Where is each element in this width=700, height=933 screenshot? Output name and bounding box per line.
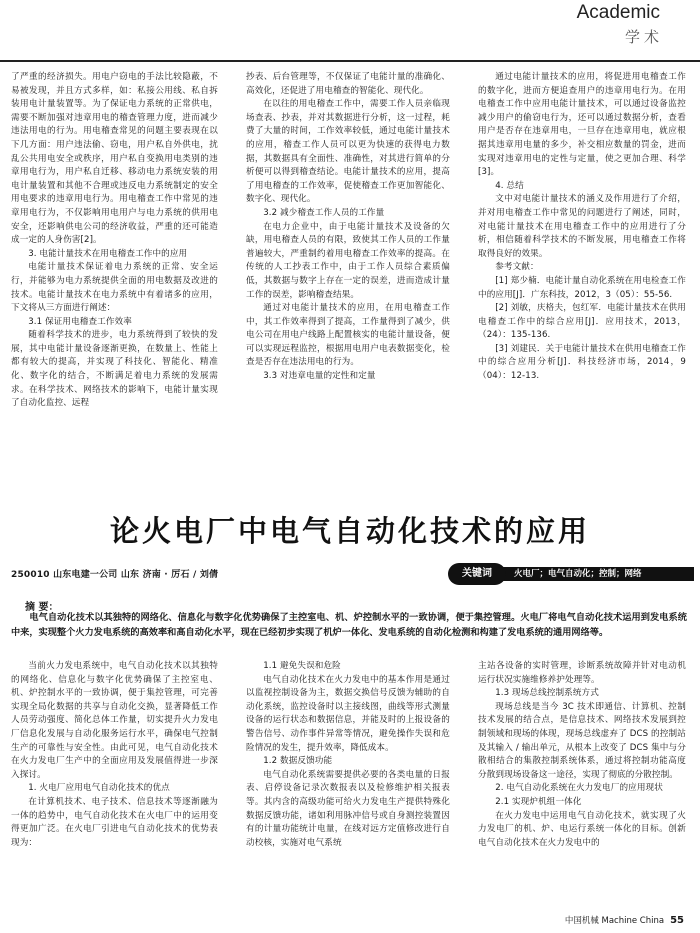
page-number: 55 — [670, 915, 684, 926]
page-footer — [565, 914, 684, 926]
paragraph: 参考文献： — [495, 262, 539, 273]
abstract-label: 摘 要： — [25, 602, 59, 613]
paragraph: 3.1 保证用电稽查工作效率 — [28, 316, 132, 327]
paragraph: 随着科学技术的进步，电力系统得到了较快的发展，其中电能计量设备逐渐更换，在数量上、性能上都有较大的提高，并实现了科技化、智能化、精准化、数字化的结合，不断满足着电力系统的发展需求。在科学技术、网络技术的影响下，电能计量实现了自动化监控、远程 — [11, 330, 218, 409]
paragraph: 电能计量技术保证着电力系统的正常、安全运行，并能够为电力系统提供全面的用电数据及改进的技术。电能计量技术在电力系统中有着诸多的应用，下文将从三方面进行阐述： — [11, 262, 218, 314]
section-label: Academic — [576, 2, 660, 23]
abstract-text: 电气自动化技术以其独特的网络化、信息化与数字化优势确保了主控室电、机、炉控制水平的一致协调，便于集控管理。火电厂将电气自动化技术运用到发电系统中来，实现整个火力发电系统的高效率和高自动化水平，现在已经初步实现了机炉一体化、发电系统的自动化检测和构建了发电系统的通用网络等。 — [11, 612, 687, 638]
paragraph: 当前火力发电系统中，电气自动化技术以其独特的网络化、信息化与数字化优势确保了主控室电、机、炉控制水平的一致协调，便于集控管理，可完善实现全局化数据的共享与自动化交换，显著降低工作人员劳动强度、简化总体工作量，切实提升火力发电厂信息化发展与自动化服务运行水平，确保电气控制生产的可靠性与安全性。由此可见，电气自动化技术在火力发电厂生产中的全面应用及发展值得进一步深入探讨。 — [11, 661, 218, 780]
bottom-column-1 — [11, 660, 218, 850]
paragraph: 在计算机技术、电子技术、信息技术等逐渐融为一体的趋势中，电气自动化技术在火电厂中的运用变得更加广泛。在火电厂引进电气自动化技术的优势表现为： — [11, 796, 218, 848]
paragraph: 3.3 对违章电量的定性和定量 — [263, 371, 376, 382]
paragraph: 3. 电能计量技术在用电稽查工作中的应用 — [28, 248, 188, 259]
header-rule — [0, 60, 700, 62]
paragraph: [2] 刘敏，庆格夫，包红军．电能计量技术在供用电稽查工作中的综合应用[J]．应用技术，2013，（24）：135-136. — [478, 303, 686, 341]
journal-name: 中国机械 Machine China — [564, 916, 665, 926]
paragraph: 电气自动化系统需要提供必要的各类电量的日报表、启停设备记录次数报表以及检修维护相关报表等。其内含的高级功能可给火力发电生产提供特殊化数据反馈功能，诸如利用脉冲信号或自身测控装置因有的计量功能统计电量，在线对远方定值修改进行自动校核，实施对电气系统 — [246, 769, 450, 848]
paragraph: 通过对电能计量技术的应用，在用电稽查工作中，其工作效率得到了提高，工作量得到了减少，供电公司在用电户线路上配置核实的电能计量设备，便可以实现远程监控，根据用电用户电表数据变化，检查是否存在违法用电的行为。 — [246, 303, 450, 368]
author-line: 250010 山东电建一公司 山东 济南 · 厉石 / 刘倩 — [11, 570, 219, 580]
top-column-2 — [246, 71, 450, 384]
paragraph: 1.3 现场总线控制系统方式 — [495, 688, 599, 699]
paragraph: [3] 刘建民．关于电能计量技术在供用电稽查工作中的综合应用分析[J]．科技经济市场，2014，9（04）：12-13. — [478, 343, 686, 382]
paragraph: 2. 电气自动化系统在火力发电厂的应用现状 — [495, 783, 663, 794]
paragraph: 1.2 数据反馈功能 — [263, 756, 333, 767]
paragraph: [1] 郑少楠．电能计量自动化系统在用电检查工作中的应用[J]．广东科技，2012，3（05）：55-56. — [478, 275, 686, 300]
paragraph: 在以往的用电稽查工作中，需要工作人员亲临现场查表、抄表，并对其数据进行分析，这一过程，耗费了大量的时间，工作效率较低，通过电能计量技术的应用，稽查工作人员可以更为快速的获得电力数据，其数据具有全面性、准确性，对其进行简单的分析便可以得到稽查结论。电能计量技术的应用，提高了用电稽查的工作效率，促使稽查工作更加智能化、数字化、现代化。 — [246, 99, 450, 205]
keywords-label: 关键词 — [448, 563, 506, 585]
paragraph: 主站各设备的实时管理，诊断系统故障并针对电动机运行状况实施维修养护处理等。 — [478, 661, 686, 685]
top-column-1 — [11, 71, 218, 411]
keywords-text: 火电厂；电气自动化；控制；网络 — [500, 567, 694, 581]
paragraph: 3.2 减少稽查工作人员的工作量 — [263, 207, 385, 218]
top-column-3 — [478, 71, 686, 384]
paragraph: 抄表、后台管理等，不仅保证了电能计量的准确化、高效化，还促进了用电稽查的智能化、现代化。 — [246, 72, 450, 96]
paragraph: 2.1 实现炉机组一体化 — [495, 796, 582, 807]
paragraph: 文中对电能计量技术的涵义及作用进行了介绍，并对用电稽查工作中常见的问题进行了阐述，同时，对电能计量技术在用电稽查工作中的应用进行了分析，相信随着科学技术的不断发展，用电稽查工作将取得良好的效果。 — [478, 194, 686, 259]
paragraph: 1.1 避免失误和危险 — [263, 661, 341, 671]
bottom-column-2 — [246, 660, 450, 850]
paragraph: 在电力企业中，由于电能计量技术及设备的欠缺，用电稽查人员的有限，致使其工作人员的工作量普遍较大，严重制约着用电稽查工作效率的提高。在传统的人工抄表工作中，由于工作人员综合素质偏低，其数据与数字上存在一定的误差，进而造成计量工作的误差，影响稽查结果。 — [246, 221, 450, 300]
keywords-box — [448, 563, 694, 585]
paragraph: 通过电能计量技术的应用，将促进用电稽查工作的数字化，进而方便追查用户的违章用电行为。在用电稽查工作中应用电能计量技术，可以通过设备监控减少用户的偷窃电行为，还可以通过数据分析，查看用户是否存在违章用电，一旦存在违章用电，就应根据其违章用电量的多少，补交相应数量的罚金，进而实现对违章用电的定性与定量，使之更加合理、科学[3]。 — [478, 72, 686, 178]
paragraph: 4. 总结 — [495, 180, 524, 191]
paragraph: 电气自动化技术在火力发电中的基本作用是通过以监视控制设备为主，数据交换信号反馈为辅助的自动化系统，监控设备时以主接线图，曲线等形式测量设备的运行状态和数据信息，并能及时的上报设备的警告信号、动作事件异常等情况，避免操作失误和危险情况的发生，提升效率，降低成本。 — [246, 674, 450, 753]
section-label-cn: 学术 — [624, 28, 663, 46]
paragraph: 1. 火电厂应用电气自动化技术的优点 — [28, 783, 170, 794]
paragraph: 现场总线是当今 3C 技术即通信、计算机、控制技术发展的结合点，是信息技术、网络技术发展到控制领域和现场的体现，现场总线虚弃了 DCS 的控制站及其输入 / 输出单元，从根本上改变了 DCS 集中与分散相结合的集散控制系统体系，通过将控制功能高度分散到现场设备这一途径，实现了彻底的分散控制。 — [478, 701, 686, 780]
article-title: 论火电厂中电气自动化技术的应用 — [109, 514, 590, 548]
paragraph: 在火力发电中运用电气自动化技术，就实现了火力发电厂的机、炉、电运行系统一体化的目标。创新电气自动化技术在火力发电中的 — [478, 810, 686, 848]
paragraph: 了严重的经济损失。用电户窃电的手法比较隐蔽，不易被发现，并且方式多样，如：私接公用线、私自拆装用电计量装置等。为了保证电力系统的正常供电，需要不断加强对违章用电的稽查管理力度，进而减少违法用电的行为。用电稽查常见的问题主要表现在以下几方面：用户违法偷、窃电，用户私自外供电，扰乱公共用电安全或秩序，用户私自变换用电类别的违章用电行为，用户私自迁移、移动电力系统安装的用电计量装置和其他不合理或违反电力系统制定的安全用电要求的违章用电行为。用电稽查工作中常见的违章用电行为，不仅影响用电用户与电力系统的供用电安全，还影响供电公司的经济收益，严重的还可能造成一定的人身伤害[2]。 — [11, 72, 218, 246]
bottom-column-3 — [478, 660, 686, 850]
